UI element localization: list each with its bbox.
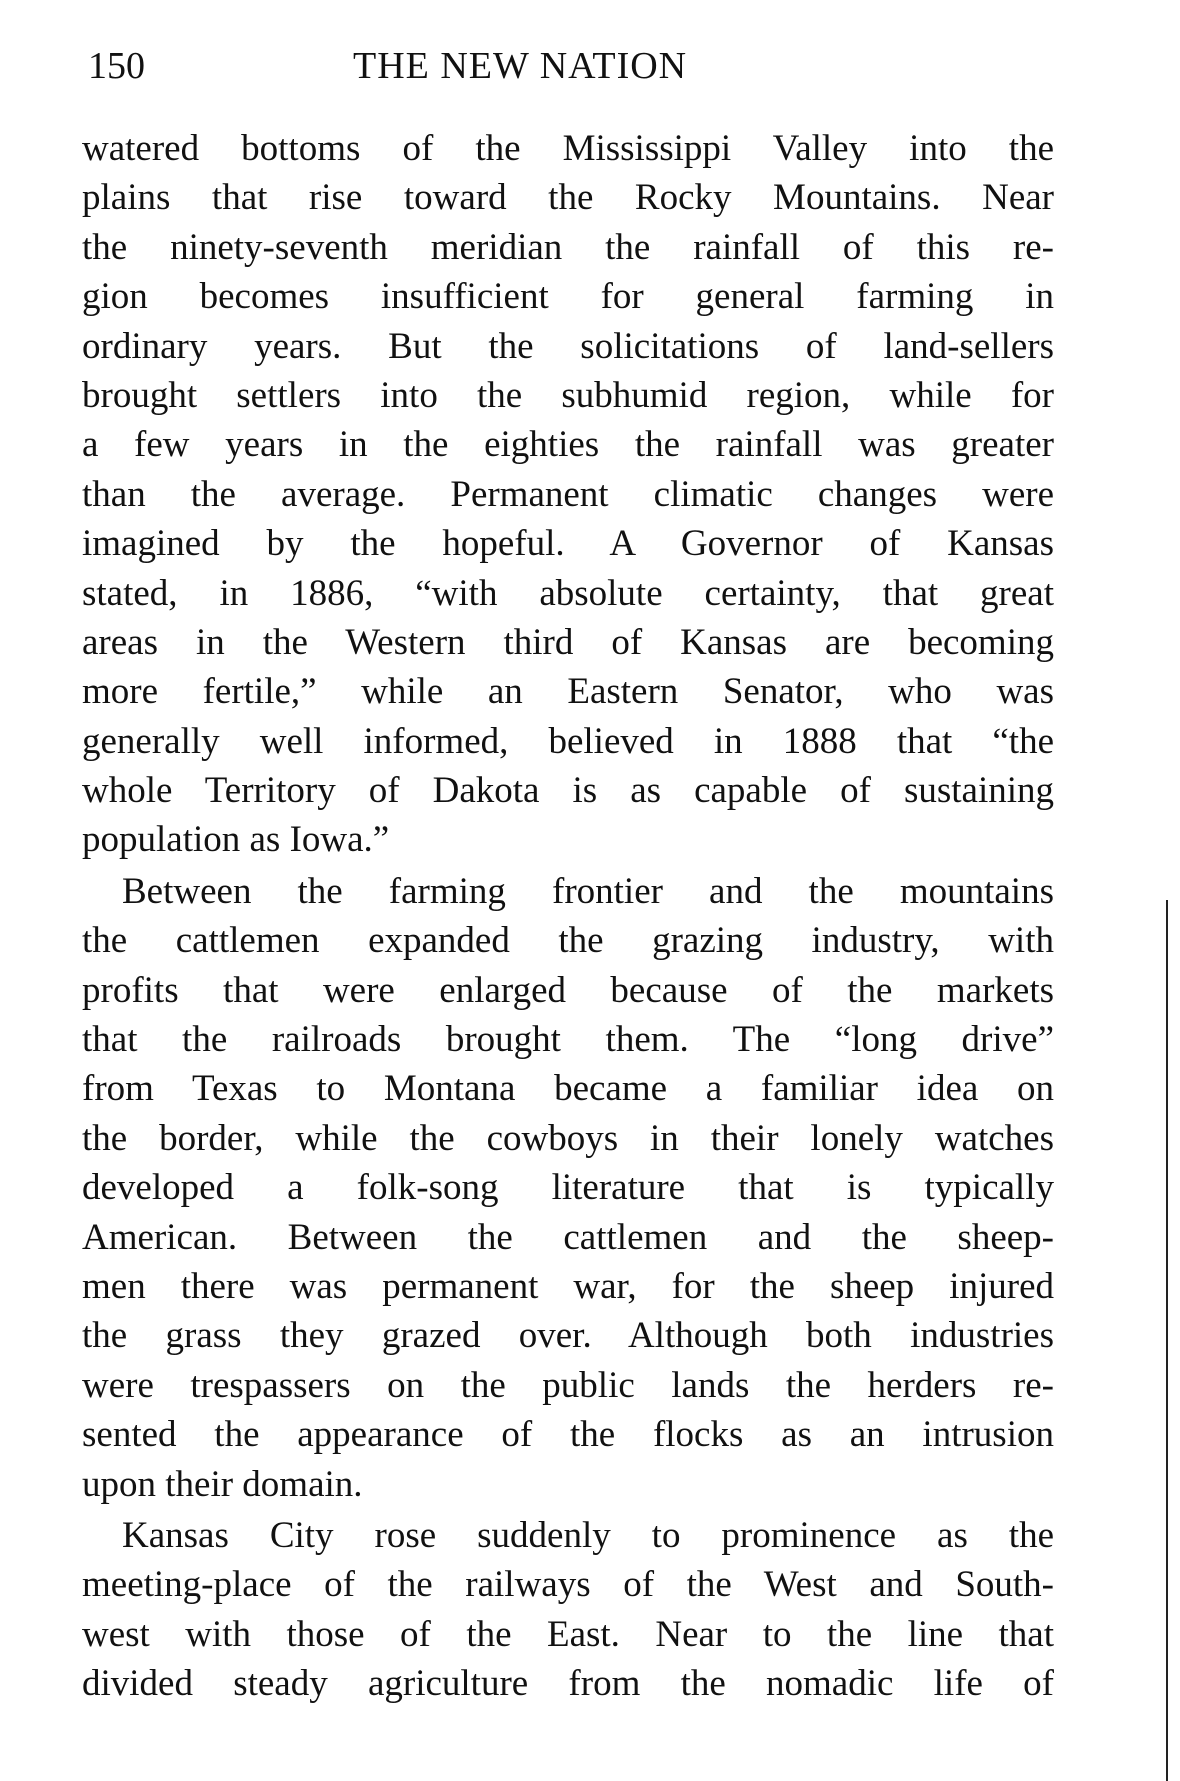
text-line: gion becomes insufficient for general farming in: [82, 276, 1054, 318]
text-line: stated, in 1886, “with absolute certainty, that great: [82, 572, 1054, 614]
text-line: sented the appearance of the flocks as an intrusion: [82, 1414, 1054, 1456]
text-line: the border, while the cowboys in their lonely watches: [82, 1117, 1054, 1159]
text-line: were trespassers on the public lands the herders re-: [82, 1364, 1054, 1406]
running-header: [88, 44, 828, 94]
text-line: brought settlers into the subhumid region, while for: [82, 374, 1054, 416]
text-line: the ninety-seventh meridian the rainfall of this re-: [82, 226, 1054, 268]
text-line: the cattlemen expanded the grazing industry, with: [82, 920, 1054, 962]
running-title: THE NEW NATION: [353, 45, 688, 87]
text-line: meeting-place of the railways of the West and South-: [82, 1564, 1054, 1606]
text-line: watered bottoms of the Mississippi Valley into the: [82, 128, 1054, 169]
text-line: that the railroads brought them. The “long drive”: [82, 1019, 1054, 1061]
text-line: developed a folk-song literature that is typically: [82, 1167, 1054, 1209]
text-line: profits that were enlarged because of the markets: [82, 969, 1054, 1011]
text-line: Between the farming frontier and the mountains: [122, 870, 1054, 912]
text-line: a few years in the eighties the rainfall was greater: [82, 424, 1054, 466]
page-number: 150: [88, 45, 145, 87]
text-line: from Texas to Montana became a familiar idea on: [82, 1068, 1054, 1110]
text-line: ordinary years. But the solicitations of land-sellers: [82, 325, 1054, 367]
text-line: divided steady agriculture from the nomadic life of: [82, 1663, 1054, 1705]
paragraph: [82, 124, 1054, 865]
page-body: [82, 124, 1054, 1709]
paragraph: [82, 1511, 1054, 1709]
text-line: Kansas City rose suddenly to prominence as the: [122, 1514, 1054, 1556]
text-line: upon their domain.: [82, 1463, 363, 1505]
text-line: plains that rise toward the Rocky Mountains. Near: [82, 177, 1054, 219]
text-line: west with those of the East. Near to the line that: [82, 1613, 1054, 1655]
text-line: population as Iowa.”: [82, 819, 390, 861]
paragraph: [82, 867, 1054, 1509]
text-line: American. Between the cattlemen and the sheep-: [82, 1216, 1054, 1258]
text-line: than the average. Permanent climatic changes were: [82, 473, 1054, 515]
text-line: areas in the Western third of Kansas are becoming: [82, 621, 1054, 663]
page-edge-rule: [1166, 900, 1168, 1781]
text-line: generally well informed, believed in 1888 that “the: [82, 720, 1054, 762]
text-line: imagined by the hopeful. A Governor of Kansas: [82, 523, 1054, 565]
text-line: whole Territory of Dakota is as capable of sustaining: [82, 770, 1054, 812]
text-line: the grass they grazed over. Although both industries: [82, 1315, 1054, 1357]
text-line: more fertile,” while an Eastern Senator, who was: [82, 671, 1054, 713]
text-line: men there was permanent war, for the sheep injured: [82, 1265, 1054, 1307]
